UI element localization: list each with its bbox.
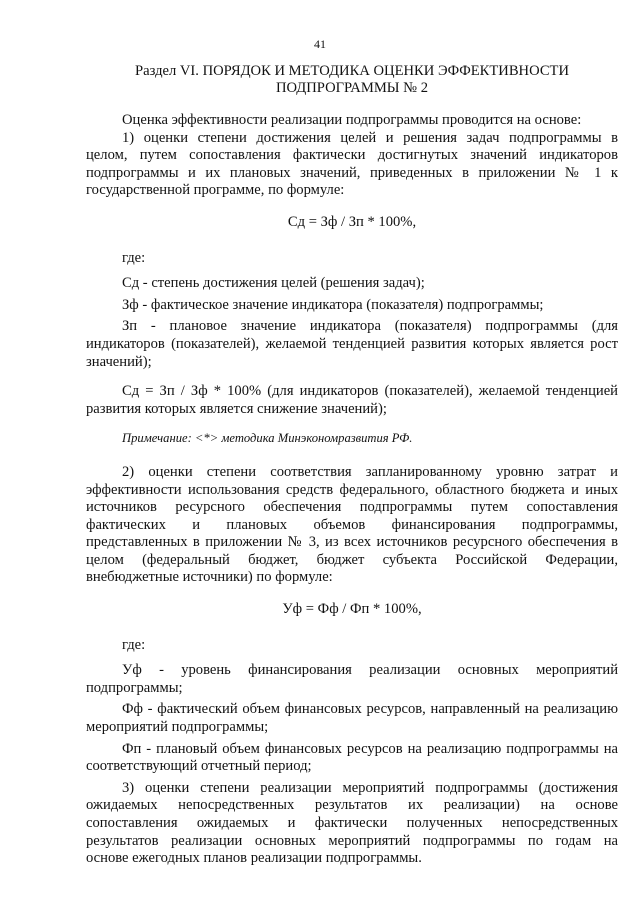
formula-1b (86, 383, 618, 418)
formula-1b-line-2: развития которых является снижение значений); (86, 400, 387, 417)
p2-line-5: представленных в приложении № 3, из всех источников ресурсного обеспечения в (86, 534, 618, 551)
p1-line-2: целом, путем сопоставления фактически достигнутых значений индикаторов (86, 147, 618, 164)
p2-line-6: целом (федеральный бюджет, бюджет субъекта Российской Федерации, (86, 551, 618, 568)
def-ff-line-1: Фф - фактический объем финансовых ресурсов, направленный на реализацию (122, 701, 618, 718)
p1-line-4: государственной программе, по формуле: (86, 182, 345, 199)
p1-line-1: 1) оценки степени достижения целей и решения задач подпрограммы в (122, 129, 618, 146)
document-body (86, 112, 618, 868)
p2-line-3: источников ресурсного обеспечения подпрограммы путем сопоставления (86, 499, 618, 516)
def-zp-line-3: значений); (86, 353, 152, 370)
section-title-line-2: ПОДПРОГРАММЫ № 2 (275, 80, 429, 96)
definition-uf (86, 662, 618, 697)
def-ff-line-2: мероприятий подпрограммы; (86, 719, 269, 736)
def-zp-line-2: индикаторов (показателей), желаемой тенденцией развития которых является рост (86, 335, 618, 352)
p3-line-4: результатов реализации основных мероприятий подпрограммы по годам на (86, 832, 618, 849)
section-title-line-1: Раздел VI. ПОРЯДОК И МЕТОДИКА ОЦЕНКИ ЭФФЕКТИВНОСТИ (134, 63, 570, 79)
formula-1: Сд = Зф / Зп * 100%, (287, 213, 417, 230)
where-label-2: где: (122, 636, 146, 653)
formula-2: Уф = Фф / Фп * 100%, (282, 601, 422, 618)
p1-line-3: подпрограммы и их плановых значений, приведенных в приложении № 1 к (86, 164, 618, 181)
definition-fp (86, 741, 618, 776)
definition-sd: Сд - степень достижения целей (решения задач); (122, 275, 425, 292)
note: Примечание: <*> методика Минэкономразвития РФ. (122, 431, 413, 446)
definition-ff (86, 701, 618, 736)
def-uf-line-1: Уф - уровень финансирования реализации основных мероприятий (122, 662, 618, 679)
p3-line-3: сопоставления ожидаемых и фактически полученных непосредственных (86, 815, 618, 831)
p2-line-7: внебюджетные источники) по формуле: (86, 569, 333, 586)
formula-1b-line-1: Сд = Зп / Зф * 100% (для индикаторов (показателей), желаемой тенденцией (122, 383, 618, 400)
paragraph-1 (86, 130, 618, 200)
def-zp-line-1: Зп - плановое значение индикатора (показателя) подпрограммы (для (122, 318, 618, 335)
p3-line-5: основе ежегодных планов реализации подпрограммы. (86, 850, 422, 867)
p3-line-1: 3) оценки степени реализации мероприятий подпрограммы (достижения (122, 779, 618, 796)
def-fp-line-2: соответствующий отчетный период; (86, 758, 312, 775)
section-title (86, 63, 618, 97)
definition-zp (86, 318, 618, 371)
def-uf-line-2: подпрограммы; (86, 679, 183, 696)
p3-line-2: ожидаемых непосредственных результатов их реализации) на основе (86, 797, 618, 814)
p2-line-2: эффективности использования средств федерального, областного бюджета и иных (86, 481, 618, 498)
intro-paragraph: Оценка эффективности реализации подпрограммы проводится на основе: (122, 112, 582, 128)
where-label-1: где: (122, 249, 146, 266)
def-fp-line-1: Фп - плановый объем финансовых ресурсов на реализацию подпрограммы на (122, 740, 618, 757)
p2-line-4: фактических и плановых объемов финансирования подпрограммы, (86, 516, 618, 533)
p2-line-1: 2) оценки степени соответствия запланированному уровню затрат и (122, 463, 618, 480)
paragraph-3 (86, 780, 618, 868)
definition-zf: Зф - фактическое значение индикатора (показателя) подпрограммы; (122, 296, 544, 313)
page-number: 41 (314, 37, 326, 51)
paragraph-2 (86, 464, 618, 587)
